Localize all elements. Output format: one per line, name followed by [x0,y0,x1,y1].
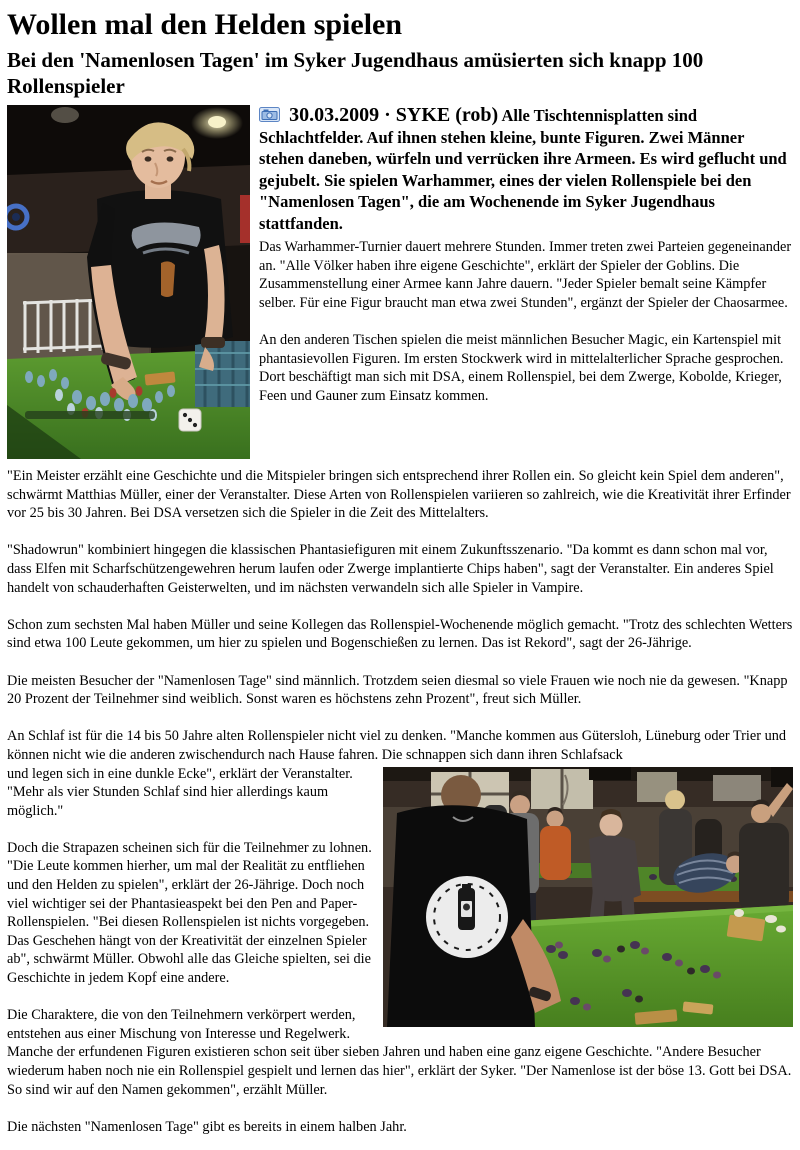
paragraph-shadowrun: "Shadowrun" kombiniert hingegen die klassischen Phantasiefiguren mit einem Zukunftsszenario. "Da kommt es dann schon mal vor, dass Elfen mit Scharfschützengewehren herum laufen oder Zwerge implantierte Chips haben", sagt der Veranstalter. Ein anderes Spiel handelt von schauderhaften Geisterwelten, und im nächsten verwandeln sich alle Spieler in Vampire. [7,542,774,596]
dateline: 30.03.2009 · SYKE (rob) [289,104,499,126]
photo-gaming-room-tables [383,767,793,1027]
paragraph-besucher-frauen: Die meisten Besucher der "Namenlosen Tage" sind männlich. Trotzdem seien diesmal so viele Frauen wie noch nie da gewesen. "Knapp 20 Prozent der Teilnehmer sind weiblich. Sonst waren es höchstens zehn Prozent", freut sich Müller. [7,672,788,708]
paragraph-schlaf-a: An Schlaf ist für die 14 bis 50 Jahre alten Rollenspieler nicht viel zu denken. "Manche kommen aus Gütersloh, Lüneburg oder Trier und können nicht wie die anderen zwischendurch nach Hause fahren. Die schnappen sich dann ihren Schlafsack [7,728,787,763]
article-headline: Wollen mal den Helden spielen [7,8,403,41]
paragraph-sechstes-mal: Schon zum sechsten Mal haben Müller und seine Kollegen das Rollenspiel-Wochenende möglich gemacht. "Trotz des schlechten Wetters sind etwa 100 Leute gekommen, um hier zu spielen und Bogenschießen zu lernen. Das ist Rekord", sagt der 26-Jährige. [7,616,793,652]
paragraph-meister: "Ein Meister erzählt eine Geschichte und die Mitspieler bringen sich entsprechend ihrer Rollen ein. So gleicht kein Spiel dem anderen", schwärmt Matthias Müller, einer der Veranstalter. Diese Arten von Rollenspielen variieren so zahlreich, wie die Kreativität ihrer Erfinder vor 25 bis 30 Jahren. Bei DSA versetzen sich die Spieler in die Zeit des Mittelalters. [7,468,791,522]
paragraph-warhammer-turnier: Das Warhammer-Turnier dauert mehrere Stunden. Immer treten zwei Parteien gegeneinander an. "Alle Völker haben ihre eigene Geschichte", erklärt der Spieler der Goblins. Die Zusammenstellung einer Armee kann Jahre dauern. "Jeder Spieler bemalt seine Kämpfer selber. Für eine Figur braucht man etwa zwei Stunden", ergänzt der Spieler der Chaosarmee. [259,239,792,311]
paragraph-charaktere: Die Charaktere, die von den Teilnehmern verkörpert werden, entstehen aus einer Mischung von Interesse und Regelwerk. Manche der erfundenen Figuren existieren schon seit über sieben Jahren und haben eine ganz eigene Geschichte. "Andere Besucher wiederum haben noch nie ein Rollenspiel gespielt und lernen das hier", erklärt der Syker. "Der Namenlose ist der böse 13. Gott bei DSA. So sind wir auf den Namen gekommen", erzählt Müller. [7,1007,792,1098]
photo-player-at-warhammer-table [7,105,250,459]
paragraph-magic-dsa: An den anderen Tischen spielen die meist männlichen Besucher Magic, ein Kartenspiel mit phantasievollen Figuren. Im ersten Stockwerk wird in mittelalterlicher Sprache gesprochen. Dort beschäftigt man sich mit DSA, einem Rollenspiel, bei dem Zwerge, Kobolde, Krieger, Feen und Gauner zum Einsatz kommen. [259,331,784,404]
camera-icon [259,106,280,121]
article-subheadline: Bei den 'Namenlosen Tagen' im Syker Jugendhaus amüsierten sich knapp 100 Rollenspieler [7,48,704,98]
news-article [7,8,793,1136]
paragraph-strapazen: Doch die Strapazen scheinen sich für die Teilnehmer zu lohnen. "Die Leute kommen hierher, um mal der Realität zu entfliehen und den Helden zu spielen", erklärt der 26-Jährige. Doch noch viel wichtiger sei der Phantasieaspekt bei den Pen and Paper-Rollenspielen. "Bei diesen Rollenspielen ist nichts vorgegeben. Das Geschehen hängt von der Kreativität der einzelnen Spieler ab", schwärmt Müller. Obwohl alle das Gleiche spielten, sei die Geschichte in jedem Kopf eine andere. [7,839,372,987]
lead-text: Alle Tischtennisplatten sind Schlachtfelder. Auf ihnen stehen kleine, bunte Figuren. Zwei Männer stehen daneben, würfeln und verrücken ihre Armeen. Es wird geflucht und gejubelt. Sie spielen Warhammer, eines der vielen Rollenspiele bei den "Namenlosen Tagen", die am Wochenende im Syker Jugendhaus stattfanden. [259,106,787,233]
article-body [7,105,793,1136]
paragraph-schlaf-b: und legen sich in eine dunkle Ecke", erklärt der Veranstalter. "Mehr als vier Stunden Schlaf sind hier allerdings kaum möglich." [7,765,353,819]
paragraph-naechste-tage: Die nächsten "Namenlosen Tage" gibt es bereits in einem halben Jahr. [7,1118,407,1135]
